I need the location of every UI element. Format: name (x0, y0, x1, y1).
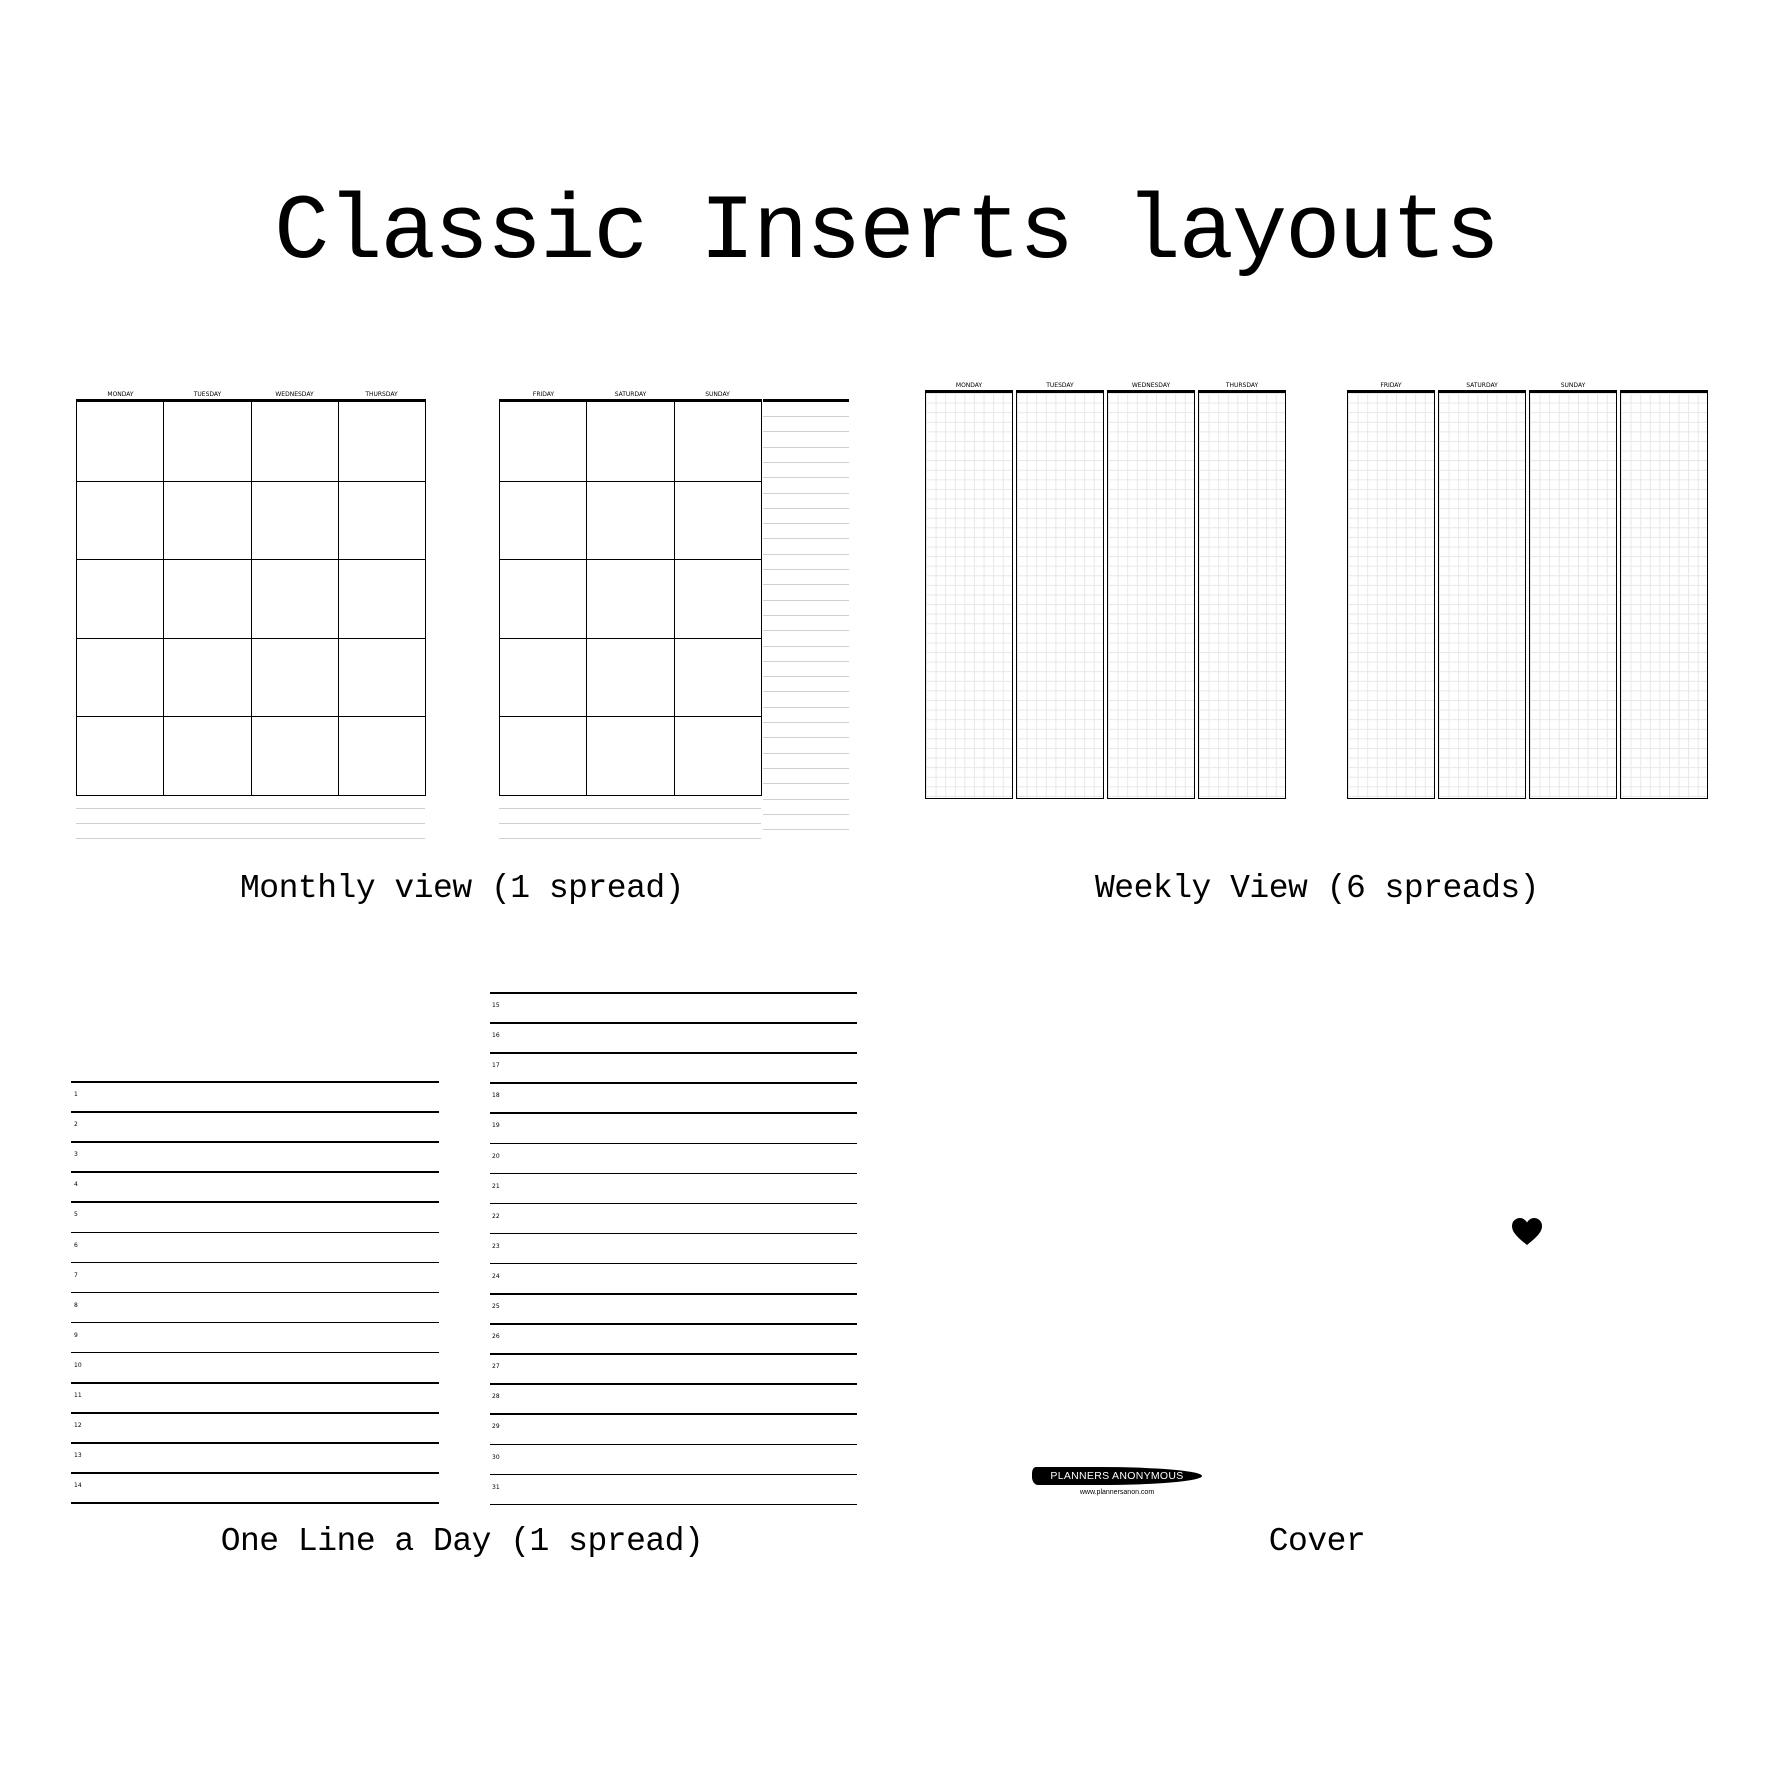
day-line (71, 1322, 439, 1324)
day-number: 22 (492, 1212, 500, 1220)
weekly-day-column (1347, 390, 1435, 799)
weekly-day-label: SATURDAY (1466, 382, 1498, 389)
day-line (71, 1472, 439, 1474)
weekly-caption: Weekly View (6 spreads) (1095, 870, 1539, 907)
day-line (71, 1502, 439, 1504)
note-line (763, 477, 849, 478)
day-number: 18 (492, 1092, 500, 1100)
monthly-day-cell (339, 716, 426, 795)
day-number: 12 (74, 1422, 82, 1430)
day-number: 29 (492, 1423, 500, 1431)
monthly-day-cell (252, 402, 339, 481)
weekly-day-label: MONDAY (955, 382, 983, 389)
note-line (763, 661, 849, 662)
day-number: 20 (492, 1152, 500, 1160)
monthly-day-cell (164, 402, 251, 481)
day-number: 31 (492, 1483, 500, 1491)
day-line (490, 1022, 857, 1024)
day-number: 26 (492, 1333, 500, 1341)
monthly-notes-column (763, 399, 849, 402)
note-line (763, 447, 849, 448)
day-number: 25 (492, 1303, 500, 1310)
monthly-day-cell (252, 716, 339, 795)
brand-logo: PLANNERS ANONYMOUS (1032, 1467, 1202, 1485)
note-line (763, 768, 849, 769)
day-number: 9 (74, 1331, 78, 1339)
monthly-day-cell (675, 716, 762, 795)
monthly-day-cell (500, 559, 587, 638)
day-number: 17 (492, 1062, 500, 1070)
day-number: 23 (492, 1242, 500, 1250)
day-line (490, 1082, 857, 1084)
weekly-day-label: TUESDAY (1046, 382, 1074, 389)
monthly-day-cell (587, 481, 674, 560)
day-number: 27 (492, 1363, 500, 1371)
note-line (763, 462, 849, 463)
note-line (763, 493, 849, 494)
day-line (71, 1412, 439, 1414)
monthly-day-cell (252, 559, 339, 638)
weekly-day-label: SUNDAY (1560, 382, 1586, 389)
monthly-day-cell (587, 559, 674, 638)
note-line (763, 523, 849, 524)
note-line (763, 799, 849, 800)
note-line (763, 753, 849, 754)
note-line (499, 823, 761, 824)
day-number: 21 (492, 1182, 500, 1190)
day-line (71, 1111, 439, 1113)
weekly-day-column (1016, 390, 1104, 799)
weekly-day-label: THURSDAY (1225, 382, 1259, 389)
monthly-day-cell (675, 559, 762, 638)
day-number: 16 (492, 1032, 500, 1040)
day-number: 2 (74, 1121, 78, 1129)
monthly-day-label: WEDNESDAY (275, 391, 314, 398)
day-line (490, 1143, 857, 1145)
note-line (763, 783, 849, 784)
monthly-day-cell (587, 716, 674, 795)
day-line (71, 1292, 439, 1294)
day-line (490, 1413, 857, 1415)
weekly-day-column (925, 390, 1013, 799)
day-number: 5 (74, 1211, 78, 1219)
day-line (490, 1383, 857, 1385)
day-number: 3 (74, 1151, 78, 1159)
one-line-a-day-caption: One Line a Day (1 spread) (220, 1523, 704, 1560)
day-line (71, 1232, 439, 1234)
day-line (490, 1474, 857, 1476)
monthly-day-cell (339, 559, 426, 638)
page-title: Classic Inserts layouts (274, 180, 1498, 285)
monthly-day-label: MONDAY (107, 391, 134, 398)
monthly-grid-right (499, 399, 762, 796)
monthly-day-cell (675, 402, 762, 481)
note-line (763, 630, 849, 631)
note-line (76, 808, 425, 809)
weekly-notes-column (1620, 390, 1708, 799)
weekly-day-column (1198, 390, 1286, 799)
note-line (763, 676, 849, 677)
day-number: 7 (74, 1271, 78, 1279)
note-line (763, 615, 849, 616)
monthly-day-cell (339, 481, 426, 560)
monthly-day-cell (500, 638, 587, 717)
day-line (490, 1263, 857, 1265)
note-line (763, 707, 849, 708)
day-line (490, 992, 857, 994)
monthly-day-label: SUNDAY (705, 391, 730, 398)
monthly-day-label: TUESDAY (193, 391, 222, 398)
day-line (71, 1352, 439, 1354)
monthly-day-label: THURSDAY (365, 391, 398, 398)
note-line (763, 416, 849, 417)
day-line (71, 1141, 439, 1143)
monthly-day-cell (164, 638, 251, 717)
day-line (490, 1444, 857, 1446)
note-line (763, 508, 849, 509)
brand-url: www.plannersanon.com (1079, 1489, 1155, 1496)
monthly-day-cell (252, 481, 339, 560)
day-line (71, 1171, 439, 1173)
day-number: 14 (74, 1482, 82, 1490)
day-line (490, 1323, 857, 1325)
monthly-day-cell (587, 638, 674, 717)
monthly-day-cell (587, 402, 674, 481)
day-line (71, 1442, 439, 1444)
day-line (490, 1052, 857, 1054)
monthly-day-cell (675, 638, 762, 717)
monthly-day-cell (164, 481, 251, 560)
note-line (763, 554, 849, 555)
day-line (490, 1112, 857, 1114)
monthly-day-cell (500, 402, 587, 481)
monthly-day-label: SATURDAY (614, 391, 647, 398)
heart-icon (1511, 1218, 1543, 1246)
monthly-day-cell (77, 481, 164, 560)
day-line (71, 1382, 439, 1384)
note-line (763, 569, 849, 570)
day-line (71, 1201, 439, 1203)
note-line (76, 838, 425, 839)
monthly-day-cell (77, 402, 164, 481)
weekly-day-label: WEDNESDAY (1131, 382, 1171, 389)
note-line (763, 722, 849, 723)
day-line (490, 1203, 857, 1205)
monthly-day-cell (252, 638, 339, 717)
note-line (499, 808, 761, 809)
day-number: 24 (492, 1272, 500, 1280)
note-line (763, 431, 849, 432)
day-line (490, 1293, 857, 1295)
monthly-day-cell (77, 559, 164, 638)
note-line (76, 823, 425, 824)
monthly-day-label: FRIDAY (532, 391, 555, 398)
day-number: 11 (74, 1392, 82, 1399)
day-line (71, 1262, 439, 1264)
day-number: 13 (74, 1452, 82, 1460)
day-number: 8 (74, 1301, 78, 1309)
day-line (490, 1233, 857, 1235)
weekly-day-label: FRIDAY (1380, 382, 1402, 389)
day-line (490, 1353, 857, 1355)
day-line (490, 1504, 857, 1506)
monthly-grid-left (76, 399, 426, 796)
monthly-day-cell (77, 638, 164, 717)
day-number: 30 (492, 1453, 500, 1461)
monthly-day-cell (675, 481, 762, 560)
weekly-day-column (1438, 390, 1526, 799)
day-line (490, 1173, 857, 1175)
note-line (499, 838, 761, 839)
day-number: 4 (74, 1181, 78, 1189)
day-number: 15 (492, 1002, 500, 1009)
note-line (763, 600, 849, 601)
monthly-day-cell (500, 481, 587, 560)
day-number: 1 (74, 1091, 78, 1098)
note-line (763, 538, 849, 539)
monthly-day-cell (164, 559, 251, 638)
weekly-day-column (1107, 390, 1195, 799)
monthly-day-cell (500, 716, 587, 795)
monthly-day-cell (339, 402, 426, 481)
weekly-day-column (1529, 390, 1617, 799)
note-line (763, 691, 849, 692)
day-number: 6 (74, 1241, 78, 1249)
day-number: 19 (492, 1122, 500, 1130)
note-line (763, 829, 849, 830)
monthly-day-cell (164, 716, 251, 795)
monthly-caption: Monthly view (1 spread) (240, 870, 684, 907)
note-line (763, 584, 849, 585)
day-line (71, 1081, 439, 1083)
monthly-day-cell (77, 716, 164, 795)
note-line (763, 646, 849, 647)
monthly-day-cell (339, 638, 426, 717)
day-number: 28 (492, 1393, 500, 1401)
note-line (763, 737, 849, 738)
day-number: 10 (74, 1361, 82, 1369)
cover-caption: Cover (1268, 1523, 1366, 1560)
note-line (763, 814, 849, 815)
